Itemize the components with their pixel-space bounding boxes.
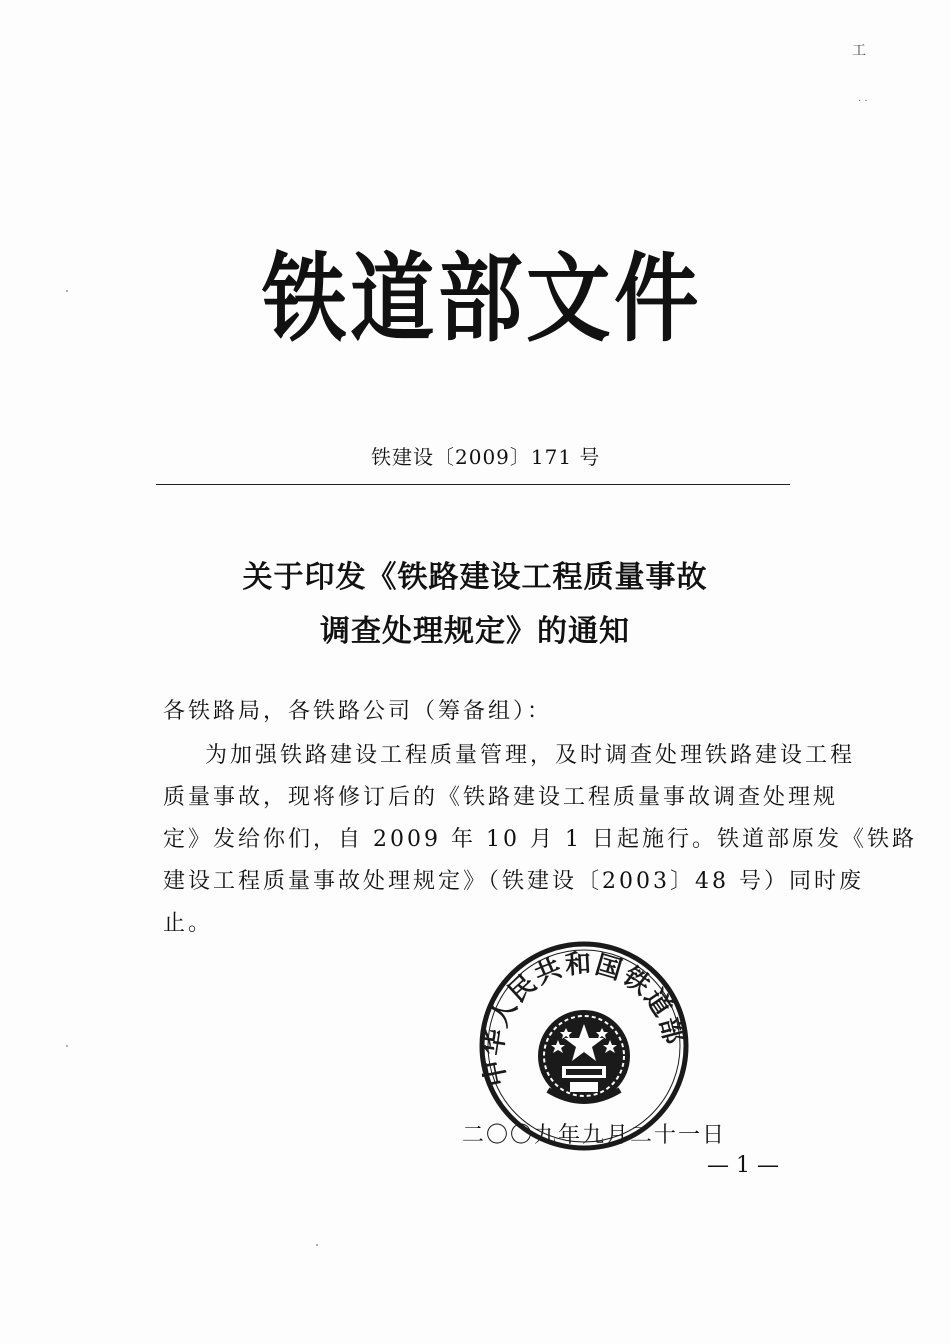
emblem-icon	[538, 1010, 630, 1102]
scan-speck	[66, 1045, 68, 1047]
issue-date: 二〇〇九年九月二十一日	[462, 1123, 727, 1148]
page-number: — 1 —	[707, 1153, 779, 1178]
body-line-2: 质量事故，现将修订后的《铁路建设工程质量事故调查处理规	[163, 785, 839, 810]
body-line-1: 为加强铁路建设工程质量管理，及时调查处理铁路建设工程	[205, 743, 856, 768]
body-line-5: 止。	[163, 911, 214, 936]
header-divider	[156, 484, 790, 485]
notice-title-line-1: 关于印发《铁路建设工程质量事故	[242, 560, 708, 595]
notice-title-line-2: 调查处理规定》的通知	[320, 614, 630, 649]
corner-mark: 工	[852, 43, 866, 59]
salutation: 各铁路局，各铁路公司（筹备组）：	[163, 699, 553, 724]
scan-speck	[316, 1244, 318, 1246]
corner-speck: · ·	[858, 96, 868, 107]
document-number: 铁建设〔2009〕171 号	[371, 445, 601, 469]
svg-text:中华人民共和国铁道部: 中华人民共和国铁道部	[478, 949, 690, 1089]
scan-speck	[66, 290, 68, 292]
body-line-4: 建设工程质量事故处理规定》（铁建设〔2003〕48 号）同时废	[163, 869, 864, 894]
official-seal	[478, 940, 690, 1152]
masthead-title: 铁道部文件	[262, 242, 702, 355]
body-line-3: 定》发给你们，自 2009 年 10 月 1 日起施行。铁道部原发《铁路	[163, 827, 917, 852]
